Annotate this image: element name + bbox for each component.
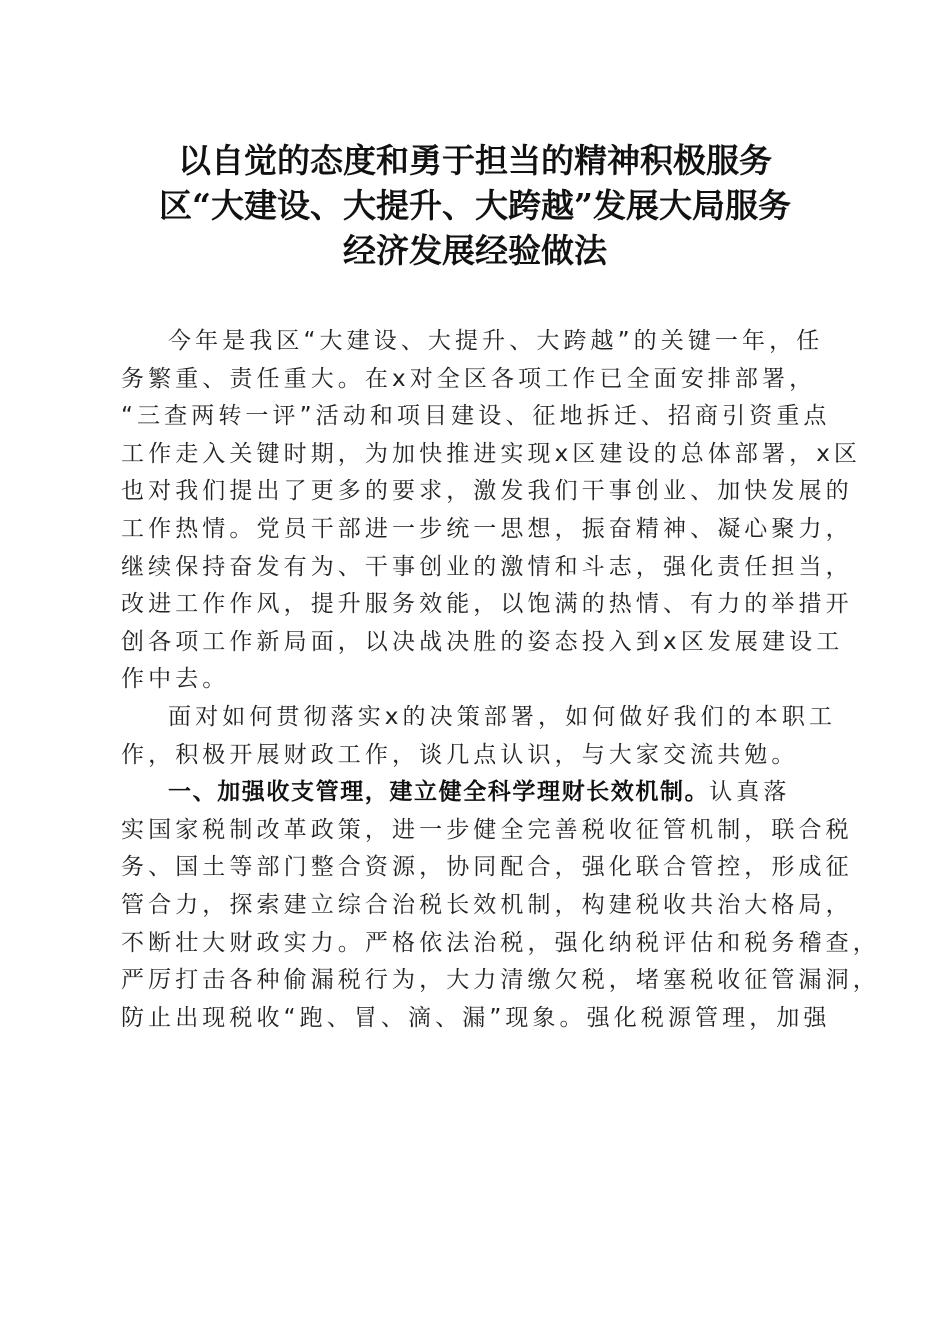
text-line: 不断壮大财政实力。严格依法治税，强化纳税评估和税务稽查， <box>121 929 880 956</box>
text-line: 继续保持奋发有为、干事创业的激情和斗志，强化责任担当， <box>121 553 853 580</box>
text-line: 工作热情。党员干部进一步统一思想，振奋精神、凝心聚力， <box>121 515 853 542</box>
paragraph-section-one <box>121 774 880 1037</box>
text-line: 工作走入关键时期，为加快推进实现x区建设的总体部署，x区 <box>121 440 862 467</box>
title-line: 区“大建设、大提升、大跨越”发展大局服务 <box>159 186 791 225</box>
text-line: 今年是我区“大建设、大提升、大跨越”的关键一年，任 <box>168 328 824 354</box>
text-line: 务繁重、责任重大。在x对全区各项工作已全面安排部署， <box>121 365 817 392</box>
text-line: 作，积极开展财政工作，谈几点认识，与大家交流共勉。 <box>121 741 799 768</box>
text-line: 面对如何贯彻落实x的决策部署，如何做好我们的本职工 <box>168 703 837 730</box>
document-body <box>121 323 880 1037</box>
title-line: 经济发展经验做法 <box>343 231 607 270</box>
text-line <box>121 774 833 812</box>
text-line: 作中去。 <box>121 666 230 693</box>
document-title <box>0 138 950 273</box>
title-line: 以自觉的态度和勇于担当的精神积极服务 <box>178 141 772 180</box>
text-line: 务、国土等部门整合资源，协同配合，强化联合管控，形成征 <box>121 854 853 881</box>
text-line: 改进工作作风，提升服务效能，以饱满的热情、有力的举措开 <box>121 591 853 618</box>
text-line: 严厉打击各种偷漏税行为，大力清缴欠税，堵塞税收征管漏洞， <box>121 967 880 994</box>
paragraph-approach <box>121 699 837 774</box>
text-line: 管合力，探索建立综合治税长效机制，构建税收共治大格局， <box>121 891 853 918</box>
text-fragment: 认真落 <box>709 779 791 806</box>
text-line: 创各项工作新局面，以决战决胜的姿态投入到x区发展建设工 <box>121 628 844 655</box>
text-line: 防止出现税收“跑、冒、滴、漏”现象。强化税源管理，加强 <box>121 1004 831 1031</box>
section-heading: 一、加强收支管理，建立健全科学理财长效机制。 <box>168 779 710 806</box>
text-line: “三查两转一评”活动和项目建设、征地拆迁、招商引资重点 <box>121 403 831 430</box>
text-line: 实国家税制改革政策，进一步健全完善税收征管机制，联合税 <box>121 816 853 843</box>
text-line: 也对我们提出了更多的要求，激发我们干事创业、加快发展的 <box>121 478 853 505</box>
paragraph-intro <box>121 323 862 699</box>
